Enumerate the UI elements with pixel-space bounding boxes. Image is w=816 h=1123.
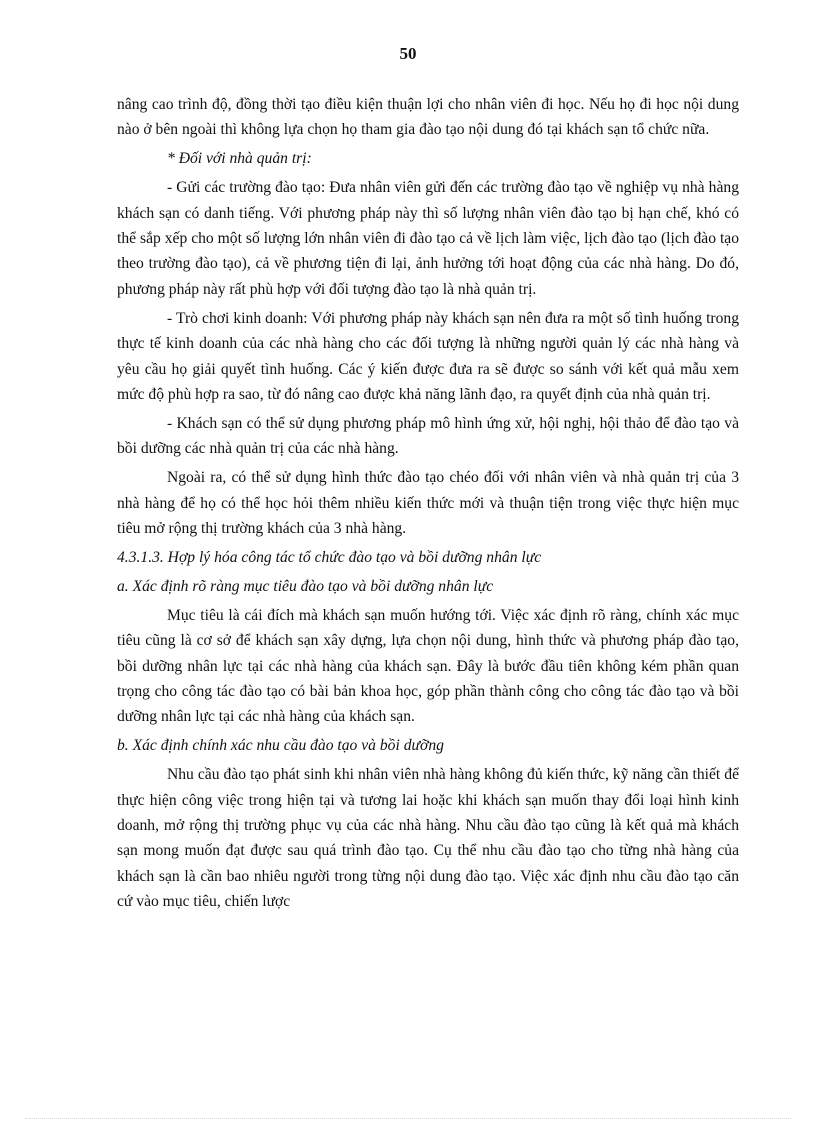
subsection-heading-b: b. Xác định chính xác nhu cầu đào tạo và bồi dưỡng bbox=[117, 737, 444, 755]
page-bottom-divider bbox=[25, 1118, 791, 1119]
paragraph-continuation: nâng cao trình độ, đồng thời tạo điều kiện thuận lợi cho nhân viên đi học. Nếu họ đi học nội dung nào ở bên ngoài thì không lựa chọn họ tham gia đào tạo nội dung đó tại khách sạn tổ chức nữa. bbox=[117, 96, 739, 139]
paragraph-behavior-models: - Khách sạn có thể sử dụng phương pháp mô hình ứng xử, hội nghị, hội thảo để đào tạo và bồi dưỡng các nhà quản trị của các nhà hàng. bbox=[117, 414, 739, 458]
document-body bbox=[117, 92, 739, 918]
page-number: 50 bbox=[399, 44, 417, 63]
subsection-heading-a: a. Xác định rõ ràng mục tiêu đào tạo và bồi dưỡng nhân lực bbox=[117, 577, 494, 595]
paragraph-business-games: - Trò chơi kinh doanh: Với phương pháp này khách sạn nên đưa ra một số tình huống trong thực tế kinh doanh của các nhà hàng cho các đối tượng là những người quản lý các nhà hàng và yêu cầu họ giải quyết tình huống. Các ý kiến được đưa ra sẽ được so sánh với kết quả mẫu xem mức độ phù hợp ra sao, từ đó nâng cao được khả năng lãnh đạo, ra quyết định của nhà quản trị. bbox=[117, 309, 739, 403]
paragraph-training-needs: Nhu cầu đào tạo phát sinh khi nhân viên nhà hàng không đủ kiến thức, kỹ năng cần thiết để thực hiện công việc trong hiện tại và tương lai hoặc khi khách sạn muốn thay đổi loại hình kinh doanh, mở rộng thị trường phục vụ của các nhà hàng. Nhu cầu đào tạo cũng là kết quả mà khách sạn mong muốn đạt được sau quá trình đào tạo. Cụ thể nhu cầu đào tạo cho từng nhà hàng của khách sạn là cần bao nhiêu người trong từng nội dung đào tạo. Việc xác định nhu cầu đào tạo căn cứ vào mục tiêu, chiến lược bbox=[117, 766, 739, 911]
section-heading-4-3-1-3: 4.3.1.3. Hợp lý hóa công tác tổ chức đào tạo và bồi dưỡng nhân lực bbox=[117, 548, 542, 566]
paragraph-training-objectives: Mục tiêu là cái đích mà khách sạn muốn hướng tới. Việc xác định rõ ràng, chính xác mục tiêu cũng là cơ sở để khách sạn xây dựng, lựa chọn nội dung, hình thức và phương pháp đào tạo, bồi dưỡng nhân lực tại các nhà hàng của khách sạn. Đây là bước đầu tiên không kém phần quan trọng cho công tác đào tạo có bài bản khoa học, góp phần thành công cho công tác đào tạo và bồi dưỡng nhân lực tại các nhà hàng của khách sạn. bbox=[117, 606, 739, 726]
paragraph-training-schools: - Gửi các trường đào tạo: Đưa nhân viên gửi đến các trường đào tạo về nghiệp vụ nhà hàng khách sạn có danh tiếng. Với phương pháp này thì số lượng nhân viên đào tạo bị hạn chế, khó có thể sắp xếp cho một số lượng lớn nhân viên đi đào tạo cả về lịch làm việc, lịch đào tạo (lịch đào tạo theo trường đào tạo), cả về phương tiện đi lại, ảnh hưởng tới hoạt động của các nhà hàng. Do đó, phương pháp này rất phù hợp với đối tượng đào tạo là nhà quản trị. bbox=[117, 179, 739, 298]
paragraph-cross-training: Ngoài ra, có thể sử dụng hình thức đào tạo chéo đối với nhân viên và nhà quản trị của 3 nhà hàng để họ có thể học hỏi thêm nhiều kiến thức mới và thuận tiện trong việc thực hiện mục tiêu mở rộng thị trường khách của 3 nhà hàng. bbox=[117, 469, 739, 537]
subheading-managers: * Đối với nhà quản trị: bbox=[167, 150, 312, 168]
